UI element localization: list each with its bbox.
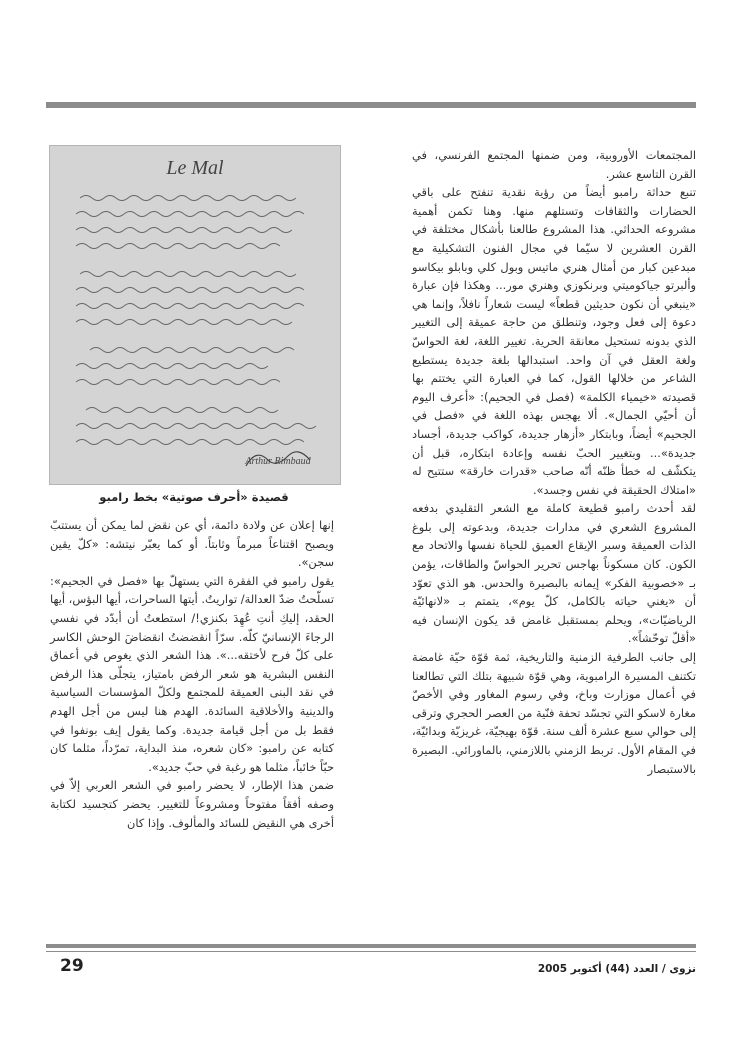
bottom-divider-thin (46, 951, 696, 952)
right-text-column (412, 146, 696, 778)
paragraph: ضمن هذا الإطار، لا يحضر رامبو في الشعر العربي إلاّ في وصفه أفقاً مفتوحاً ومشروعاً للتغيير. يحضر كتجسيد لكتابة أخرى هي النقيض للسائد والمألوف. وإذا كان (50, 778, 334, 830)
paragraph: المجتمعات الأوروبية، ومن ضمنها المجتمع الفرنسي، في القرن التاسع عشر. (412, 148, 696, 181)
paragraph: لقد أحدث رامبو قطيعة كاملة مع الشعر التقليدي بدفعه المشروع الشعري في مدارات جديدة، وبدعوته إلى بلوغ الذات العميقة وسبر الإيقاع العميق للحياة نفسها والاتحاد مع الكون. كان مسكوناً بهاجس تحرير الحواسّ والطاقات، يؤمن بـ «خصوبية الفكر» إيمانه بالبصيرة والحدس. هو الذي تعوّد أن «يغني حياته بالكامل، كلّ يوم»، يتمتم بـ «لانهائيّة الرياضيّات»، ويحلم بمستقبل غامض قد يكون الإنسان فيه «أقلّ توحّشاً». (412, 501, 696, 646)
issue-footer: نزوى / العدد (44) أكتوبر 2005 (537, 963, 696, 975)
bottom-divider (46, 944, 696, 948)
figure-caption: قصيدة «أحرف صوتية» بخط رامبو (99, 490, 289, 504)
top-divider (46, 102, 696, 108)
paragraph: إلى جانب الطرفية الزمنية والتاريخية، ثمة قوّة حيّة غامضة تكتنف المسيرة الرامبوية، وهي قوّة شبيهة بتلك التي تطالعنا في أعمال موزارت وباخ، وفي رسوم المغاور وفي الأخصّ مغارة لاسكو التي تجسّد تحفة فنّية من العصر الحجري وترقى إلى حوالي سبع عشرة ألف سنة. قوّة بهيجيّة، غريزيّة وبدائيّة، في المقام الأول. تربط الزمني باللازمني، بالماورائي. البصيرة بالاستبصار (412, 650, 696, 776)
paragraph: تنبع حداثة رامبو أيضاً من رؤية نقدية تنفتح على باقي الحضارات والثقافات وتستلهم منها. وهنا تكمن أهمية مشروعه الحداثي. هذا المشروع طالعنا بأشكال مختلفة في القرن العشرين لا سيّما في مجال الفنون التشكيلية مع مبدعين كبار من أمثال هنري ماتيس وبول كلي وبابلو بيكاسو وألبرتو جياكوميتي وبرنكوزي وهنري مور... وهكذا فإن عبارة «ينبغي أن نكون حديثين قطعاً» ليست شعاراً نافلاً، وإنما هي دعوة إلى فعل وجود، وتنطلق من حاجة عميقة إلى التغيير الذي بدونه تستحيل معانقة الحرية. تغيير اللغة، لغة الحواسّ ولغة العقل في آن واحد. استبدالها بلغة جديدة يستطيع الشاعر من خلالها القول، كما في العبارة التي يختتم بها قصيدته «خيمياء الكلمة» (فصل في الجحيم): «أعرف اليوم أن أحيّي الجمال». ألا يهجس بهذه اللغة في «فصل في الجحيم» أيضاً، وبابتكار «أزهار جديدة، كواكب جديدة، أجساد جديدة»... وبتغيير الحبّ نفسه وإعادة ابتكاره، قبل أن يتكشّف له خطأ ظنّه أنّه صاحب «قدرات خارقة» ستتيح له «امتلاك الحقيقة في نفس وجسد». (412, 185, 696, 497)
manuscript-signature: Arthur Rimbaud (245, 456, 311, 467)
manuscript-title: Le Mal (166, 157, 224, 179)
paragraph: إنها إعلان عن ولادة دائمة، أي عن نقض لما يمكن أن يستتبّ ويصبح اقتناعاً مبرماً وثابتاً. أو كما يعبّر نيتشه: «كلّ يقين سجن». (50, 518, 334, 570)
left-text-column (50, 516, 334, 832)
page-number: 29 (60, 956, 84, 976)
manuscript-image (49, 145, 341, 485)
paragraph: يقول رامبو في الفقرة التي يستهلّ بها «فصل في الجحيم»: تسلّحتُ ضدّ العدالة/ تواريتُ. أيتها الساحرات، أيها البؤس، أيها الحقد، إليكِ أنتِ عُهِدَ بكنزي!/ استطعتُ أن أبدّد في نفسي الرجاءَ الإنسانيّ كلّه. سرّاً انقضضتُ انقضاضَ الوحش الكاسر على كلّ فرح لأختقه...». هذا الشعر الذي يغوص في أعماق النفس البشرية هو شعر الرفض بامتياز، يتجلّى هذا الرفض في نقد البنى العميقة للمجتمع ولكلّ المؤسسات السياسية والدينية والأخلاقية السائدة. الهدم هنا ليس من أجل الهدم فقط بل من أجل قيامة جديدة. وكما يقول إيف بونفوا في كتابه عن رامبو: «كان شعره، منذ البداية، تمرّداً، مثلما كان حبّاً خائباً، مثلما هو رغبة في حبّ جديد». (50, 573, 334, 774)
